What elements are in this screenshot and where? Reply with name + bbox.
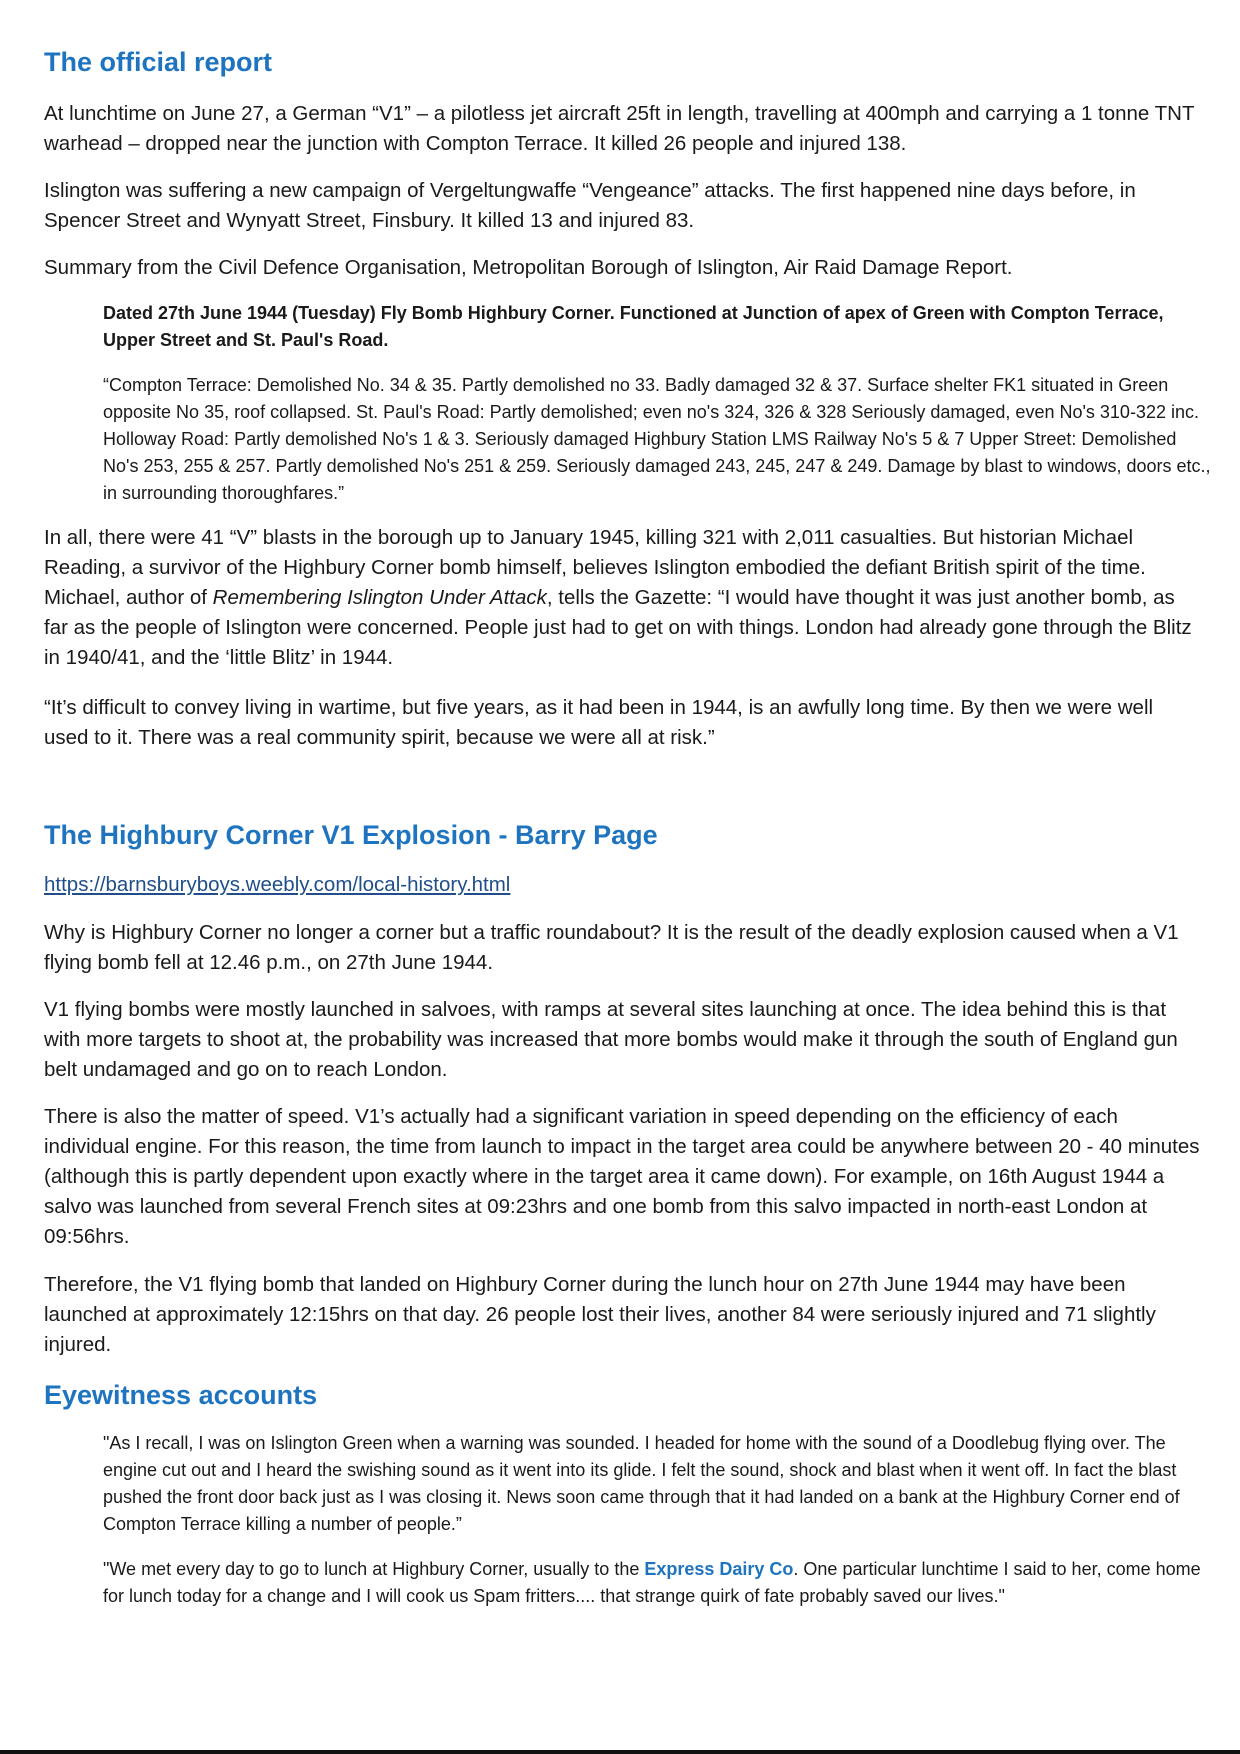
paragraph-wartime-quote: “It’s difficult to convey living in wartime, but five years, as it had been in 1944, is an awfully long time. By then we were well used to it. There was a real community spirit, because we were all at risk.”: [44, 696, 1154, 749]
heading-barry-page: The Highbury Corner V1 Explosion - Barry Page: [44, 820, 658, 850]
heading-official-report: The official report: [44, 47, 273, 77]
eyewitness-quote-2: [103, 1556, 1213, 1610]
paragraph-v-blasts: [44, 523, 1200, 673]
paragraph-vengeance-campaign: Islington was suffering a new campaign of Vergeltungwaffe “Vengeance” attacks. The first happened nine days before, in Spencer Street and Wynyatt Street, Finsbury. It killed 13 and injured 83.: [44, 179, 1136, 232]
heading-eyewitness: Eyewitness accounts: [44, 1380, 318, 1410]
eyewitness-quote-1: "As I recall, I was on Islington Green when a warning was sounded. I headed for home with the sound of a Doodlebug flying over. The engine cut out and I heard the swishing sound as it went into its glide. I felt the sound, shock and blast when it went off. In fact the blast pushed the front door back just as I was closing it. News soon came through that it had landed on a bank at the Highbury Corner end of Compton Terrace killing a number of people.”: [103, 1433, 1180, 1534]
barnsbury-boys-link[interactable]: https://barnsburyboys.weebly.com/local-history.html: [44, 873, 511, 896]
express-dairy-highlight: Express Dairy Co: [644, 1559, 794, 1579]
v-blasts-text-start: In all, there were 41 “V” blasts in the borough up to January 1945, killing 321 with 2,011 casualties. But historian Michael Reading, a survivor of the Highbury Corner bomb himself, believes Islington embodied the defiant British spirit of the time. Michael, author of: [44, 526, 1146, 609]
paragraph-roundabout: Why is Highbury Corner no longer a corner but a traffic roundabout? It is the result of the deadly explosion caused when a V1 flying bomb fell at 12.46 p.m., on 27th June 1944.: [44, 921, 1179, 974]
v-blasts-text-end: , tells the Gazette: “I would have thought it was just another bomb, as far as the people of Islington were concerned. People just had to get on with things. London had already gone through the Blitz in 1940/41, and the ‘little Blitz’ in 1944.: [44, 586, 1192, 669]
damage-report-quote: [103, 300, 1213, 507]
paragraph-v1-lunchtime: At lunchtime on June 27, a German “V1” – a pilotless jet aircraft 25ft in length, travelling at 400mph and carrying a 1 tonne TNT warhead – dropped near the junction with Compton Terrace. It killed 26 people and injured 138.: [44, 102, 1195, 155]
eyewitness-quotes: [103, 1430, 1213, 1610]
quote-2-text-end: . One particular lunchtime I said to her, come home for lunch today for a change and I will cook us Spam fritters.... that strange quirk of fate probably saved our lives.": [103, 1559, 1201, 1606]
damage-report-body: “Compton Terrace: Demolished No. 34 & 35. Partly demolished no 33. Badly damaged 32 & 37. Surface shelter FK1 situated in Green opposite No 35, roof collapsed. St. Paul's Road: Partly demolished; even no's 324, 326 & 328 Seriously damaged, even No's 310-322 inc. Holloway Road: Partly demolished No's 1 & 3. Seriously damaged Highbury Station LMS Railway No's 5 & 7 Upper Street: Demolished No's 253, 255 & 257. Partly demolished No's 251 & 259. Seriously damaged 243, 245, 247 & 249. Damage by blast to windows, doors etc., in surrounding thoroughfares.”: [103, 375, 1211, 503]
paragraph-salvoes: V1 flying bombs were mostly launched in salvoes, with ramps at several sites launching at once. The idea behind this is that with more targets to shoot at, the probability was increased that more bombs would make it through the south of England gun belt undamaged and go on to reach London.: [44, 998, 1178, 1081]
paragraph-speed: There is also the matter of speed. V1’s actually had a significant variation in speed depending on the efficiency of each individual engine. For this reason, the time from launch to impact in the target area could be anywhere between 20 - 40 minutes (although this is partly dependent upon exactly where in the target area it came down). For example, on 16th August 1944 a salvo was launched from several French sites at 09:23hrs and one bomb from this salvo impacted in north-east London at 09:56hrs.: [44, 1105, 1200, 1248]
paragraph-launch-time: Therefore, the V1 flying bomb that landed on Highbury Corner during the lunch hour on 27th June 1944 may have been launched at approximately 12:15hrs on that day. 26 people lost their lives, another 84 were seriously injured and 71 slightly injured.: [44, 1273, 1156, 1356]
paragraph-summary-intro: Summary from the Civil Defence Organisation, Metropolitan Borough of Islington, Air Raid Damage Report.: [44, 256, 1013, 279]
damage-report-title: Dated 27th June 1944 (Tuesday) Fly Bomb Highbury Corner. Functioned at Junction of apex of Green with Compton Terrace, Upper Street and St. Paul's Road.: [103, 303, 1164, 350]
book-title: Remembering Islington Under Attack: [212, 586, 547, 609]
page-bottom-rule: [0, 1750, 1240, 1754]
quote-2-text-start: "We met every day to go to lunch at Highbury Corner, usually to the: [103, 1559, 645, 1579]
